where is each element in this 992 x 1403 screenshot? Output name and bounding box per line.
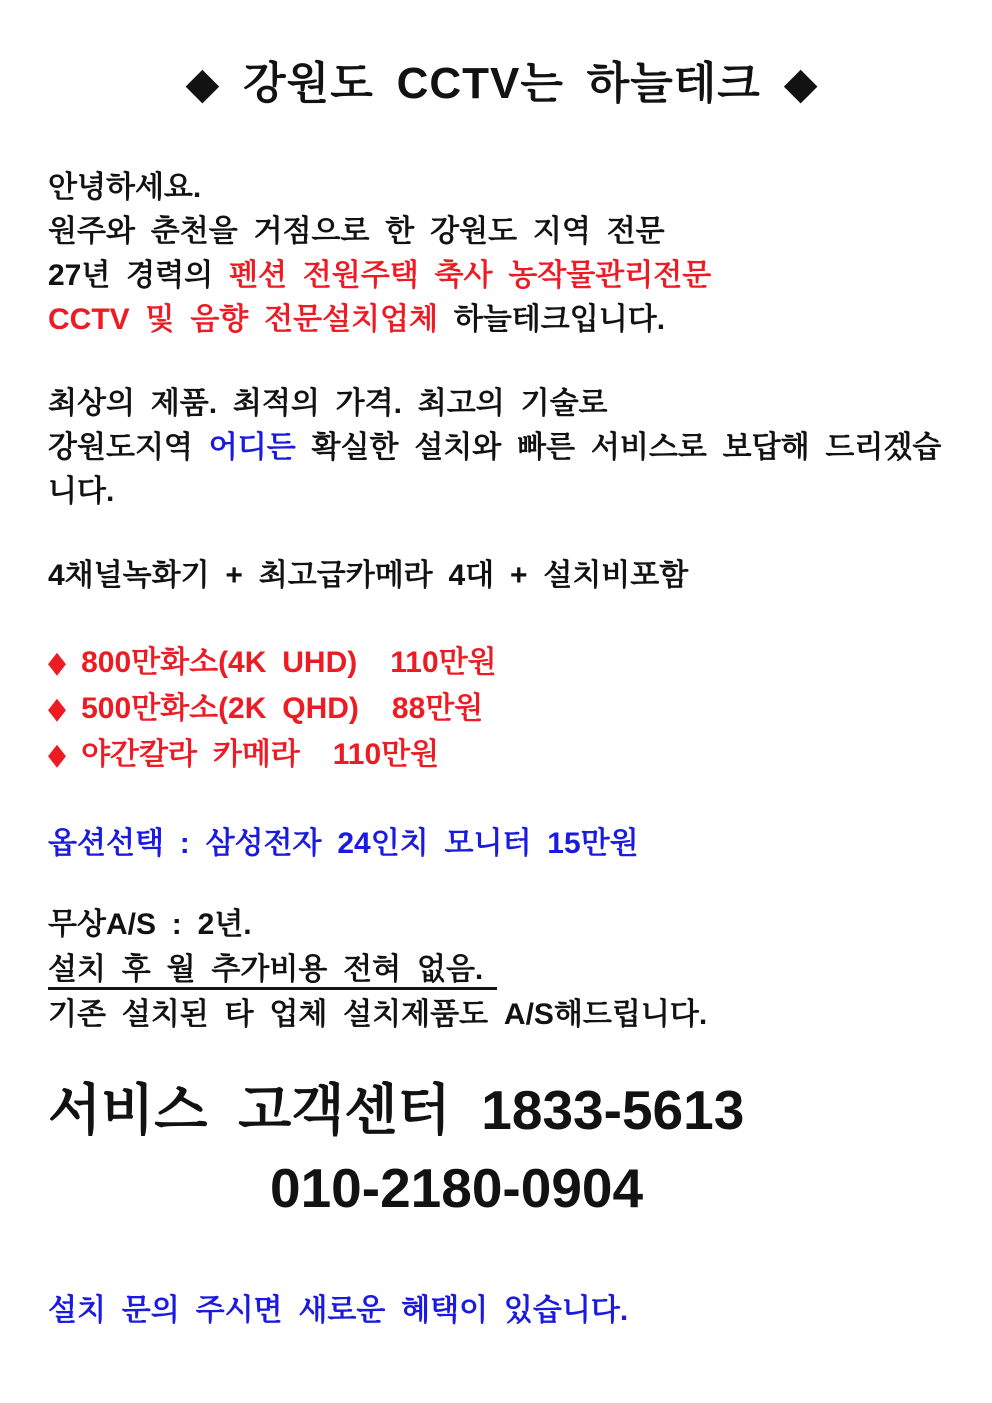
other-company-as-text: 기존 설치된 타 업체 설치제품도 A/S해드립니다. xyxy=(48,998,708,1031)
greeting-text: 안녕하세요. xyxy=(48,171,202,204)
price-list-section xyxy=(48,640,956,778)
contact-section xyxy=(48,1071,956,1227)
quality-text: 최상의 제품. 최적의 가격. 최고의 기술로 xyxy=(48,387,608,420)
promo-footer-text: 설치 문의 주시면 새로운 혜택이 있습니다. xyxy=(48,1294,629,1327)
service-promise-line xyxy=(48,426,956,514)
diamond-bullet-icon: ◆ xyxy=(48,738,67,771)
option-line xyxy=(48,822,956,866)
warranty-section xyxy=(48,902,956,1037)
service-center-label: 서비스 고객센터 xyxy=(48,1079,482,1141)
diamond-bullet-icon: ◆ xyxy=(48,646,67,679)
quality-line xyxy=(48,382,956,426)
service-promise-text: 확실한 설치와 빠른 서비스로 보답해 드리겠습니다. xyxy=(48,431,942,508)
price-label: 야간칼라 카메라 xyxy=(81,738,300,771)
region-text: 원주와 춘천을 거점으로 한 강원도 지역 전문 xyxy=(48,215,665,248)
no-monthly-fee-line xyxy=(48,947,956,992)
price-value: 88만원 xyxy=(391,692,484,725)
mobile-number: 010-2180-0904 xyxy=(270,1157,644,1219)
price-value: 110만원 xyxy=(332,738,440,771)
diamond-bullet-icon: ◆ xyxy=(48,692,67,725)
warranty-line xyxy=(48,902,956,947)
other-company-as-line xyxy=(48,992,956,1037)
page-title: ◆ 강원도 CCTV는 하늘테크 ◆ xyxy=(185,59,819,108)
experience-line xyxy=(48,254,956,298)
anywhere-highlight-text: 어디든 xyxy=(208,431,296,464)
promo-section xyxy=(48,382,956,514)
option-text: 옵션선택 : 삼성전자 24인치 모니터 15만원 xyxy=(48,827,639,860)
company-name-text: 하늘테크입니다. xyxy=(438,303,666,336)
promo-footer-line xyxy=(48,1289,956,1333)
service-center-number: 1833-5613 xyxy=(481,1079,745,1141)
mobile-number-line xyxy=(48,1149,956,1227)
greeting-line xyxy=(48,166,956,210)
price-label: 500만화소(2K QHD) xyxy=(81,692,359,725)
no-monthly-fee-text: 설치 후 월 추가비용 전혀 없음. xyxy=(48,953,497,990)
experience-text: 27년 경력의 xyxy=(48,259,229,292)
footer-section xyxy=(48,1289,956,1333)
price-item xyxy=(48,686,956,732)
region-line xyxy=(48,210,956,254)
package-section xyxy=(48,554,956,598)
price-item xyxy=(48,640,956,686)
service-area-text: 강원도지역 xyxy=(48,431,209,464)
package-line xyxy=(48,554,956,598)
price-label: 800만화소(4K UHD) xyxy=(81,646,358,679)
warranty-text: 무상A/S : 2년. xyxy=(48,908,252,941)
specialty-highlight-text: 펜션 전원주택 축사 농작물관리전문 xyxy=(228,259,712,292)
cctv-business-highlight-text: CCTV 및 음향 전문설치업체 xyxy=(48,303,438,336)
intro-section xyxy=(48,166,956,342)
option-section xyxy=(48,822,956,866)
service-center-line xyxy=(48,1071,956,1149)
package-text: 4채널녹화기 + 최고급카메라 4대 + 설치비포함 xyxy=(48,559,689,592)
price-value: 110만원 xyxy=(390,646,497,679)
price-item xyxy=(48,732,956,778)
company-line xyxy=(48,298,956,342)
